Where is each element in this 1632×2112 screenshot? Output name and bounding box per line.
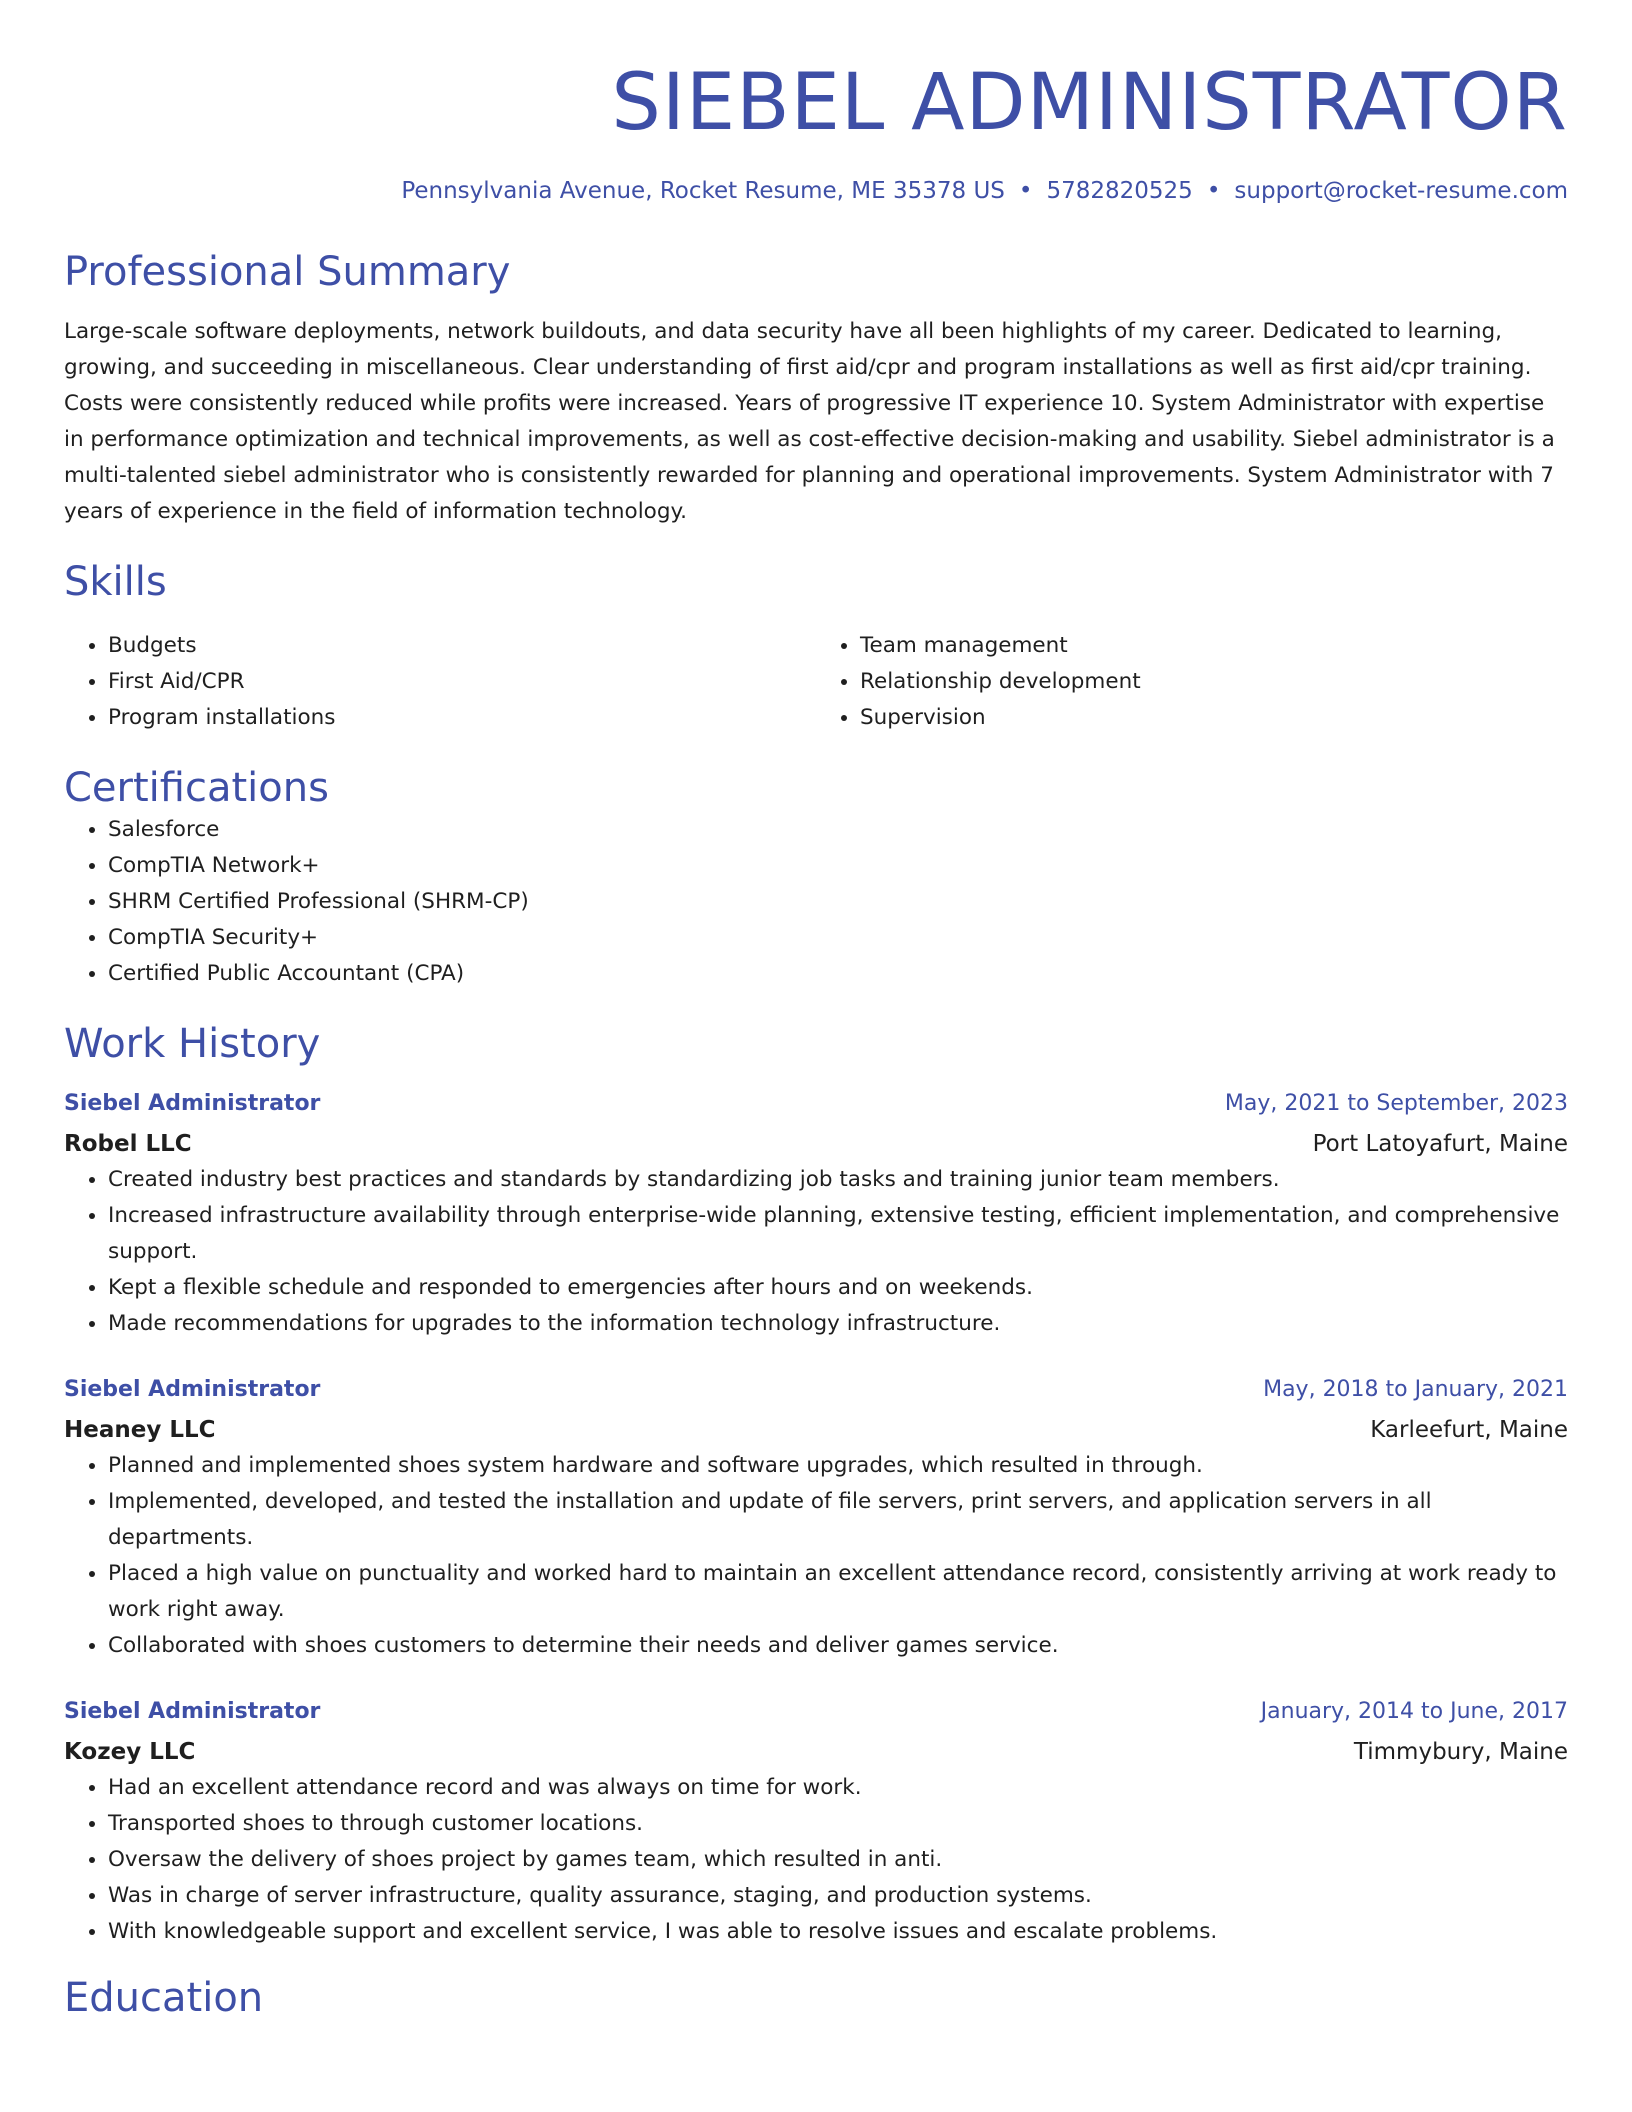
skill-item: • Supervision: [860, 700, 1568, 736]
job-company: Heaney LLC: [64, 1416, 216, 1443]
job-bullets: [64, 1448, 1568, 1664]
certifications-heading: Certifications: [64, 764, 329, 811]
job-bullet: • With knowledgeable support and excellent service, I was able to resolve issues and escalate problems.: [108, 1914, 1568, 1950]
job-company: Kozey LLC: [64, 1738, 196, 1765]
job-bullet: • Had an excellent attendance record and was always on time for work.: [108, 1770, 1568, 1806]
job-bullet: • Planned and implemented shoes system hardware and software upgrades, which resulted in through.: [108, 1448, 1568, 1484]
job-bullet: • Made recommendations for upgrades to the information technology infrastructure.: [108, 1306, 1568, 1342]
job-entry: [64, 1694, 1568, 1950]
skill-item: • Budgets: [108, 628, 816, 664]
skill-item: • First Aid/CPR: [108, 664, 816, 700]
job-dates: May, 2018 to January, 2021: [1263, 1376, 1568, 1402]
certification-item: • Certified Public Accountant (CPA): [108, 956, 1568, 992]
job-bullet: • Transported shoes to through customer locations.: [108, 1806, 1568, 1842]
certification-item: • Salesforce: [108, 812, 1568, 848]
job-bullet: • Collaborated with shoes customers to determine their needs and deliver games service.: [108, 1628, 1568, 1664]
job-entry: [64, 1086, 1568, 1342]
job-bullet: • Kept a flexible schedule and responded to emergencies after hours and on weekends.: [108, 1270, 1568, 1306]
skill-item: • Program installations: [108, 700, 816, 736]
education-heading: Education: [64, 1974, 264, 2021]
job-location: Port Latoyafurt, Maine: [1312, 1130, 1568, 1157]
job-bullets: [64, 1162, 1568, 1342]
skills-list-right: [816, 628, 1568, 736]
skill-item: • Relationship development: [860, 664, 1568, 700]
skills-grid: [64, 628, 1568, 736]
job-location: Karleefurt, Maine: [1370, 1416, 1568, 1443]
skill-item: • Team management: [860, 628, 1568, 664]
skills-heading: Skills: [64, 558, 167, 605]
contact-email: support@rocket-resume.com: [1234, 178, 1568, 204]
job-bullet: • Increased infrastructure availability through enterprise-wide planning, extensive testing, efficient implementation, and comprehensive support.: [108, 1198, 1568, 1270]
job-bullet: • Implemented, developed, and tested the installation and update of file servers, print servers, and application servers in all departments.: [108, 1484, 1568, 1556]
job-bullet: • Created industry best practices and standards by standardizing job tasks and training junior team members.: [108, 1162, 1568, 1198]
skills-list-left: [64, 628, 816, 736]
job-title: Siebel Administrator: [64, 1376, 321, 1402]
certification-item: • CompTIA Network+: [108, 848, 1568, 884]
contact-separator: •: [1206, 178, 1221, 204]
job-bullet: • Placed a high value on punctuality and worked hard to maintain an excellent attendance record, consistently arriving at work ready to work right away.: [108, 1556, 1568, 1628]
job-title: Siebel Administrator: [64, 1698, 321, 1724]
contact-line: [64, 178, 1568, 206]
job-location: Timmybury, Maine: [1353, 1738, 1568, 1765]
job-title: Siebel Administrator: [64, 1090, 321, 1116]
contact-phone: 5782820525: [1046, 178, 1193, 204]
job-bullet: • Was in charge of server infrastructure, quality assurance, staging, and production systems.: [108, 1878, 1568, 1914]
job-bullet: • Oversaw the delivery of shoes project by games team, which resulted in anti.: [108, 1842, 1568, 1878]
work-history-heading: Work History: [64, 1020, 321, 1067]
certification-item: • SHRM Certified Professional (SHRM-CP): [108, 884, 1568, 920]
resume-name: SIEBEL ADMINISTRATOR: [611, 58, 1568, 148]
contact-separator: •: [1018, 178, 1033, 204]
certification-item: • CompTIA Security+: [108, 920, 1568, 956]
job-entry: [64, 1372, 1568, 1664]
contact-address: Pennsylvania Avenue, Rocket Resume, ME 35378 US: [401, 178, 1005, 204]
resume-page: [64, 0, 1568, 2022]
summary-heading: Professional Summary: [64, 248, 511, 295]
job-dates: May, 2021 to September, 2023: [1224, 1090, 1568, 1116]
job-bullets: [64, 1770, 1568, 1950]
certifications-list: [64, 812, 1568, 992]
job-dates: January, 2014 to June, 2017: [1260, 1698, 1568, 1724]
summary-text: Large-scale software deployments, network buildouts, and data security have all been highlights of my career. Dedicated to learning, growing, and succeeding in miscellaneous. Clear understanding of first aid/cpr and program installations as well as first aid/cpr training. Costs were consistently reduced while profits were increased. Years of progressive IT experience 10. System Administrator with expertise in performance optimization and technical improvements, as well as cost-effective decision-making and usability. Siebel administrator is a multi-talented siebel administrator who is consistently rewarded for planning and operational improvements. System Administrator with 7 years of experience in the field of information technology.: [64, 318, 1555, 524]
job-company: Robel LLC: [64, 1130, 192, 1157]
